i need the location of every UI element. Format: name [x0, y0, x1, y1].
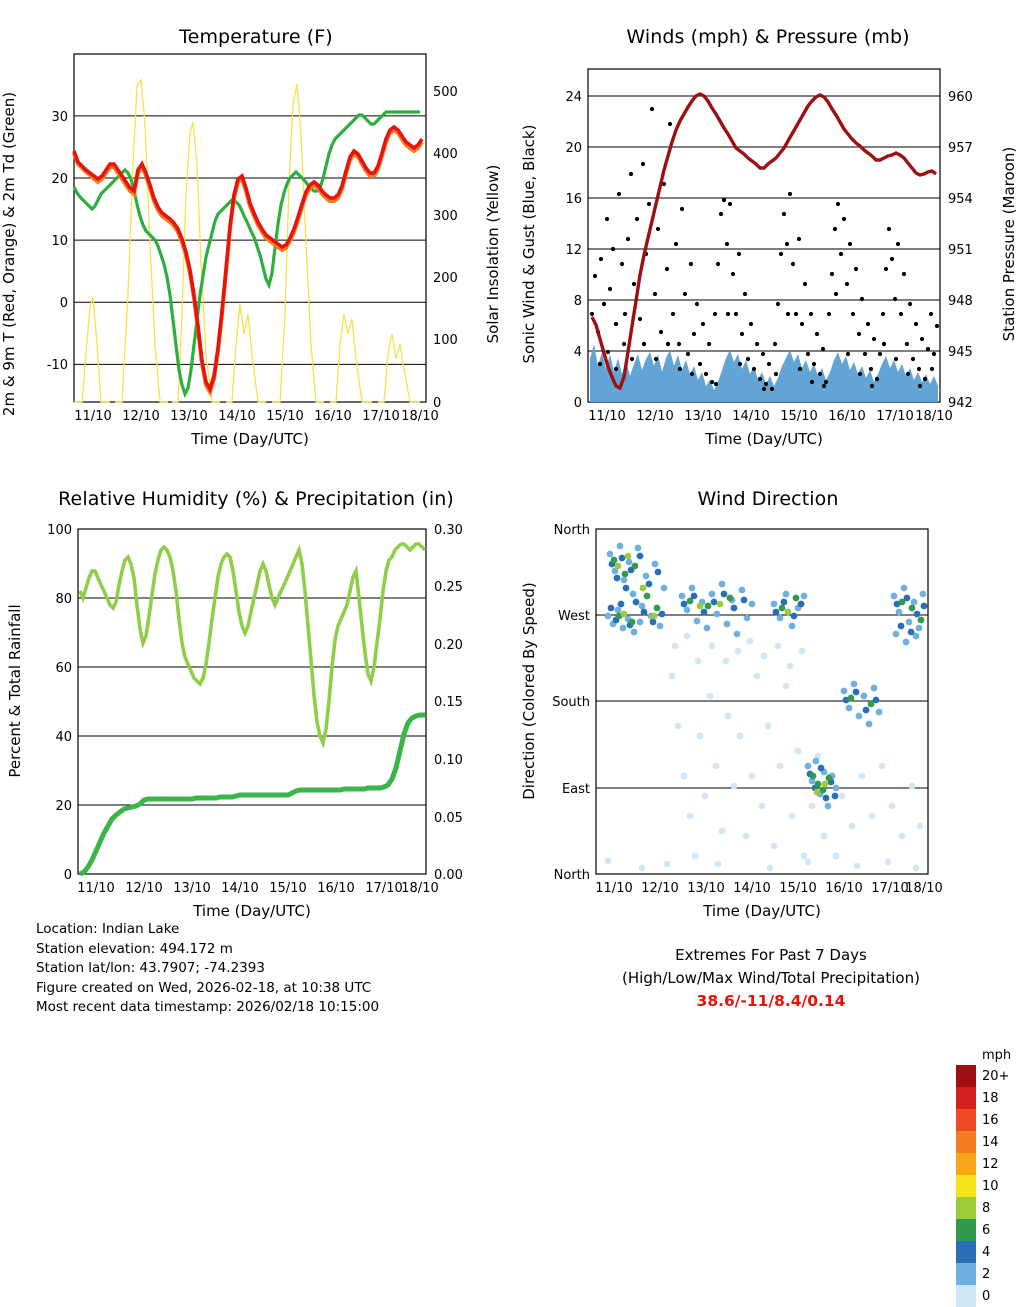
- legend-swatch: [956, 1087, 976, 1109]
- humidity-y2tick: 0.25: [434, 580, 463, 595]
- extremes-summary: [536, 944, 1006, 1013]
- temperature-y2label: Solar Insolation (Yellow): [484, 164, 502, 344]
- chart-title-winds: Winds (mph) & Pressure (mb): [626, 26, 910, 48]
- wind-speed-legend: [956, 1048, 1024, 1307]
- winds-xlabel: Time (Day/UTC): [705, 430, 823, 448]
- legend-swatch: [956, 1241, 976, 1263]
- extremes-title: Extremes For Past 7 Days: [675, 946, 867, 964]
- metadata-location: Location: Indian Lake: [36, 921, 180, 937]
- extremes-subtitle: (High/Low/Max Wind/Total Precipitation): [622, 969, 920, 987]
- legend-item: [956, 1109, 1024, 1131]
- svg-text:16/10: 16/10: [314, 409, 352, 424]
- legend-item: [956, 1153, 1024, 1175]
- legend-item: [956, 1065, 1024, 1087]
- svg-text:15/10: 15/10: [266, 409, 304, 424]
- humidity-ytick: 100: [47, 523, 72, 538]
- legend-item: [956, 1197, 1024, 1219]
- humidity-ylabel: Percent & Total Rainfall: [6, 604, 24, 778]
- legend-item: [956, 1263, 1024, 1285]
- wind-direction-ytick: North: [553, 523, 590, 538]
- svg-text:15/10: 15/10: [269, 881, 307, 896]
- humidity-y2tick: 0.00: [434, 868, 463, 883]
- legend-swatch: [956, 1175, 976, 1197]
- legend-item: [956, 1175, 1024, 1197]
- svg-text:14/10: 14/10: [733, 881, 771, 896]
- wind-direction-ytick: South: [552, 695, 590, 710]
- legend-label: 2: [982, 1266, 991, 1282]
- svg-text:16/10: 16/10: [828, 409, 866, 424]
- humidity-y2tick: 0.05: [434, 811, 463, 826]
- winds-y2tick: 945: [948, 345, 973, 360]
- temperature-ytick: 30: [51, 110, 68, 125]
- svg-text:17/10: 17/10: [871, 881, 909, 896]
- temperature-y2tick: 400: [433, 147, 458, 162]
- legend-swatch: [956, 1285, 976, 1307]
- temperature-y2tick: 0: [433, 396, 442, 411]
- svg-text:17/10: 17/10: [365, 881, 403, 896]
- legend-label: 18: [982, 1090, 999, 1106]
- metadata-timestamp: Most recent data timestamp: 2026/02/18 10:15:00: [36, 999, 380, 1015]
- chart-title-wind-direction: Wind Direction: [697, 488, 839, 510]
- legend-label: 6: [982, 1222, 991, 1238]
- wind-direction-plot: [512, 476, 1024, 936]
- wind-direction-xticks: [595, 881, 942, 896]
- svg-text:14/10: 14/10: [218, 409, 256, 424]
- temperature-y2tick: 500: [433, 85, 458, 100]
- svg-text:12/10: 12/10: [636, 409, 674, 424]
- svg-text:11/10: 11/10: [595, 881, 633, 896]
- humidity-plot: [0, 476, 512, 936]
- winds-y2tick: 942: [948, 396, 973, 411]
- winds-ytick: 24: [565, 90, 582, 105]
- humidity-y2tick: 0.10: [434, 753, 463, 768]
- svg-text:16/10: 16/10: [825, 881, 863, 896]
- svg-text:13/10: 13/10: [684, 409, 722, 424]
- svg-text:13/10: 13/10: [170, 409, 208, 424]
- winds-y2tick: 951: [948, 243, 973, 258]
- legend-item: [956, 1219, 1024, 1241]
- temperature-xlabel: Time (Day/UTC): [191, 430, 309, 448]
- svg-text:18/10: 18/10: [915, 409, 953, 424]
- winds-ylabel: Sonic Wind & Gust (Blue, Black): [520, 124, 538, 364]
- legend-label: 8: [982, 1200, 991, 1216]
- humidity-y2tick: 0.20: [434, 638, 463, 653]
- wind-direction-ylabel: Direction (Colored By Speed): [520, 582, 538, 800]
- winds-ytick: 0: [573, 396, 582, 411]
- legend-swatch: [956, 1263, 976, 1285]
- svg-text:15/10: 15/10: [780, 409, 818, 424]
- humidity-ytick: 20: [55, 799, 72, 814]
- winds-y2tick: 948: [948, 294, 973, 309]
- legend-swatch: [956, 1153, 976, 1175]
- svg-text:12/10: 12/10: [641, 881, 679, 896]
- panel-temperature: [0, 0, 512, 460]
- humidity-xticks: [77, 881, 438, 896]
- humidity-ytick: 0: [63, 868, 72, 883]
- winds-ytick: 12: [565, 243, 582, 258]
- humidity-xlabel: Time (Day/UTC): [193, 902, 311, 920]
- legend-label: 10: [982, 1178, 999, 1194]
- temperature-ytick: 20: [51, 172, 68, 187]
- winds-y2tick: 960: [948, 90, 973, 105]
- winds-plot: [512, 14, 1024, 454]
- svg-text:11/10: 11/10: [77, 881, 115, 896]
- svg-text:18/10: 18/10: [401, 881, 439, 896]
- legend-label: 16: [982, 1112, 999, 1128]
- svg-text:14/10: 14/10: [221, 881, 259, 896]
- panel-winds-pressure: [512, 0, 1024, 460]
- humidity-y2tick: 0.30: [434, 523, 463, 538]
- svg-text:11/10: 11/10: [588, 409, 626, 424]
- svg-text:15/10: 15/10: [779, 881, 817, 896]
- svg-text:16/10: 16/10: [317, 881, 355, 896]
- wind-direction-ytick: West: [558, 609, 590, 624]
- winds-y2tick: 957: [948, 141, 973, 156]
- metadata-latlon: Station lat/lon: 43.7907; -74.2393: [36, 960, 265, 976]
- metadata-elevation: Station elevation: 494.172 m: [36, 940, 233, 957]
- winds-ytick: 8: [573, 294, 582, 309]
- legend-swatch: [956, 1109, 976, 1131]
- legend-swatch: [956, 1197, 976, 1219]
- chart-title-temperature: Temperature (F): [179, 26, 333, 48]
- figure-metadata: [36, 920, 379, 1018]
- winds-ytick: 20: [565, 141, 582, 156]
- temperature-y2tick: 300: [433, 209, 458, 224]
- temperature-ytick: -10: [46, 358, 68, 373]
- svg-text:17/10: 17/10: [876, 409, 914, 424]
- svg-text:12/10: 12/10: [125, 881, 163, 896]
- svg-text:14/10: 14/10: [732, 409, 770, 424]
- temperature-plot: [0, 14, 512, 454]
- legend-item: [956, 1241, 1024, 1263]
- temperature-ytick: 0: [59, 296, 68, 311]
- svg-text:18/10: 18/10: [905, 881, 943, 896]
- svg-text:12/10: 12/10: [122, 409, 160, 424]
- chart-title-humidity: Relative Humidity (%) & Precipitation (in): [58, 488, 454, 510]
- legend-item: [956, 1285, 1024, 1307]
- humidity-y2tick: 0.15: [434, 695, 463, 710]
- winds-ytick: 4: [573, 345, 582, 360]
- wind-direction-ytick: North: [553, 868, 590, 883]
- legend-label: 12: [982, 1156, 999, 1172]
- winds-y2label: Station Pressure (Maroon): [1000, 146, 1018, 342]
- svg-text:11/10: 11/10: [74, 409, 112, 424]
- humidity-ytick: 60: [55, 661, 72, 676]
- winds-xticks: [588, 409, 952, 424]
- extremes-values: 38.6/-11/8.4/0.14: [696, 992, 846, 1010]
- legend-label: 20+: [982, 1068, 1010, 1084]
- svg-text:18/10: 18/10: [401, 409, 439, 424]
- svg-text:13/10: 13/10: [687, 881, 725, 896]
- winds-y2tick: 954: [948, 192, 973, 207]
- metadata-created: Figure created on Wed, 2026-02-18, at 10:38 UTC: [36, 979, 372, 996]
- humidity-ytick: 40: [55, 730, 72, 745]
- svg-text:13/10: 13/10: [173, 881, 211, 896]
- humidity-ytick: 80: [55, 592, 72, 607]
- legend-swatch: [956, 1219, 976, 1241]
- temperature-ytick: 10: [51, 234, 68, 249]
- legend-label: 14: [982, 1134, 999, 1150]
- temperature-xticks: [74, 409, 438, 424]
- legend-item: [956, 1087, 1024, 1109]
- panel-humidity-precipitation: [0, 460, 512, 930]
- winds-ytick: 16: [565, 192, 582, 207]
- humidity-axes: [47, 523, 463, 920]
- wind-direction-ytick: East: [561, 782, 590, 797]
- legend-title: mph: [982, 1048, 1012, 1063]
- temperature-y2tick: 100: [433, 333, 458, 348]
- legend-swatch: [956, 1065, 976, 1087]
- legend-rows: [956, 1065, 1024, 1307]
- svg-text:17/10: 17/10: [362, 409, 400, 424]
- legend-label: 4: [982, 1244, 991, 1260]
- temperature-ylabel: 2m & 9m T (Red, Orange) & 2m Td (Green): [0, 91, 18, 417]
- temperature-y2tick: 200: [433, 271, 458, 286]
- legend-swatch: [956, 1131, 976, 1153]
- legend-item: [956, 1131, 1024, 1153]
- legend-label: 0: [982, 1288, 991, 1304]
- wind-direction-xlabel: Time (Day/UTC): [703, 902, 821, 920]
